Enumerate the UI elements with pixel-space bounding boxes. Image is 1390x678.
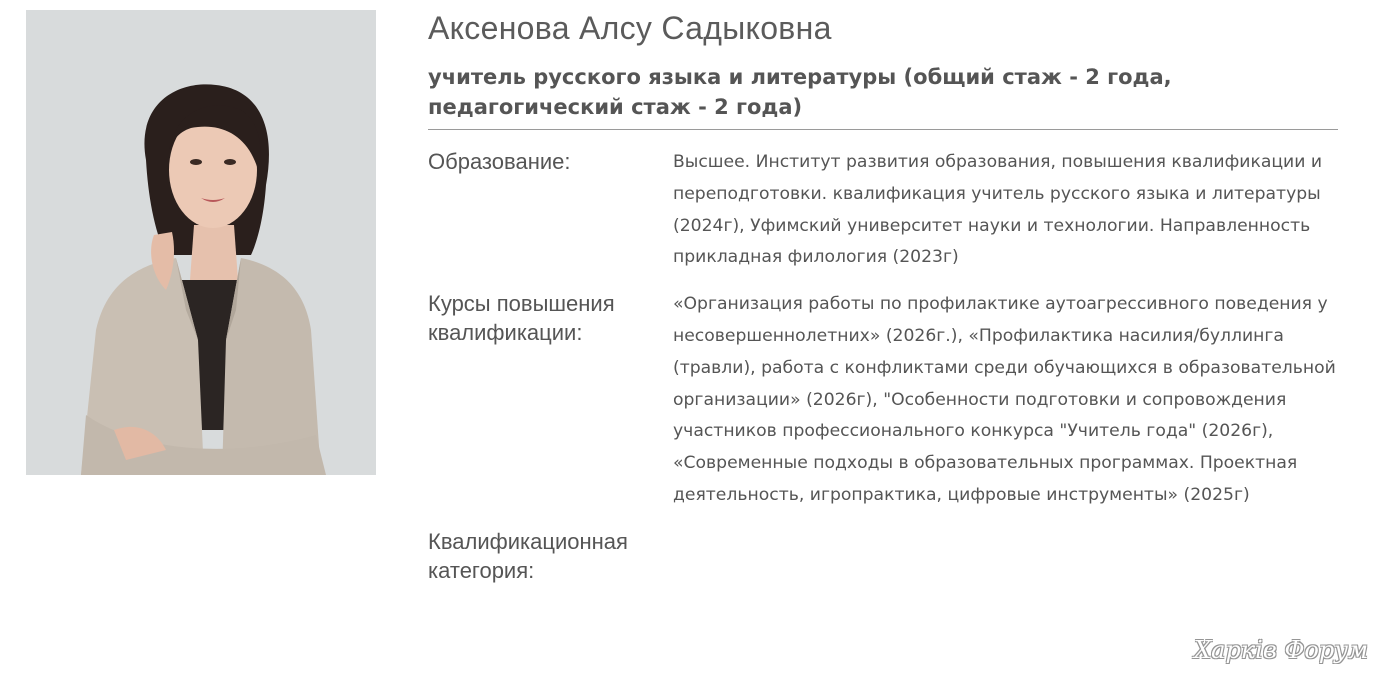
education-value: Высшее. Институт развития образования, повышения квалификации и переподготовки. квалификация учитель русского языка и литературы (2024г), Уфимский университет науки и технологии. Направленность прикладная филология (2023г)	[673, 152, 1323, 268]
teacher-name: Аксенова Алсу Садыковна	[428, 10, 832, 46]
category-row	[428, 527, 1338, 587]
watermark-logo: Харків Форум	[1194, 636, 1368, 664]
courses-row	[428, 289, 1338, 512]
teacher-photo	[26, 10, 376, 475]
education-row	[428, 147, 1338, 274]
courses-label: Курсы повышения квалификации:	[428, 291, 615, 346]
teacher-profile	[428, 8, 1338, 587]
category-label: Квалификационная категория:	[428, 528, 628, 583]
portrait-image	[26, 10, 376, 475]
divider	[428, 129, 1338, 130]
education-label: Образование:	[428, 149, 571, 174]
courses-value: «Организация работы по профилактике аутоагрессивного поведения у несовершеннолетних» (2026г.), «Профилактика насилия/буллинга (травли), работа с конфликтами среди обучающихся в образовательной организации» (2026г), "Особенности подготовки и сопровождения участников профессионального конкурса "Учитель года" (2026г), «Современные подходы в образовательных программах. Проектная деятельность, игропрактика, цифровые инструменты» (2025г)	[673, 294, 1336, 505]
teacher-position: учитель русского языка и литературы (общий стаж - 2 года, педагогический стаж - 2 года)	[428, 65, 1172, 119]
